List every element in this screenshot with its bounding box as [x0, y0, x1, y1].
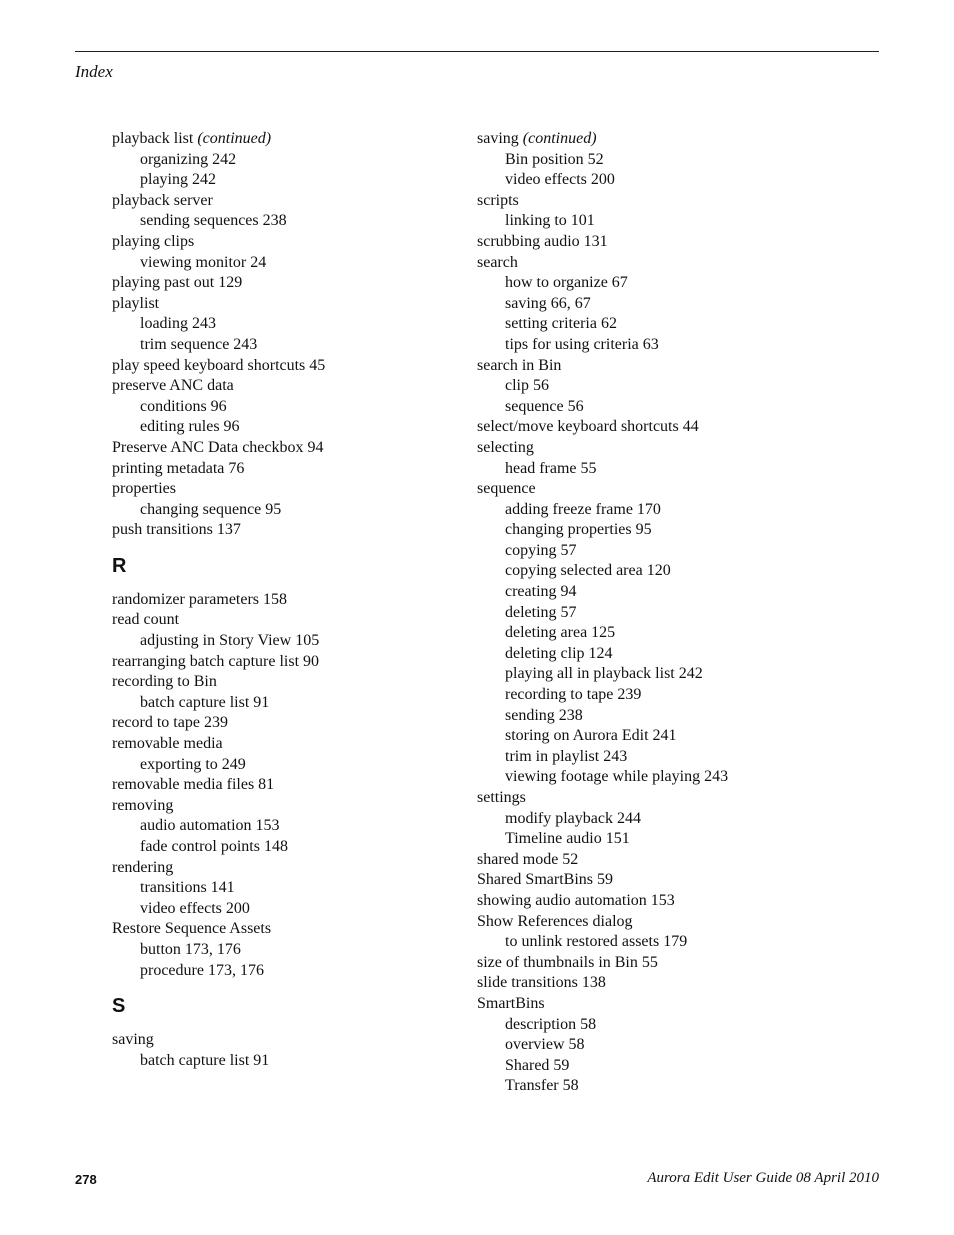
index-entry: playing past out 129 — [112, 274, 243, 292]
index-entry: selecting — [477, 438, 534, 456]
index-subentry: to unlink restored assets 179 — [505, 933, 688, 951]
index-subentry: deleting clip 124 — [505, 644, 613, 662]
index-entry: push transitions 137 — [112, 521, 241, 539]
page-number: 278 — [75, 1172, 97, 1187]
index-entry: Preserve ANC Data checkbox 94 — [112, 438, 324, 456]
index-subentry: copying 57 — [505, 541, 577, 559]
index-entry: search — [477, 253, 518, 271]
index-subentry: trim in playlist 243 — [505, 747, 628, 765]
index-subentry: adjusting in Story View 105 — [140, 632, 320, 650]
index-heading-continued — [477, 129, 877, 150]
index-subentry: viewing footage while playing 243 — [505, 768, 729, 786]
index-entry: removable media — [112, 735, 223, 753]
index-subentry: Shared 59 — [505, 1056, 570, 1074]
index-entry: playback server — [112, 191, 213, 209]
index-column-right — [477, 129, 877, 1097]
index-entry: size of thumbnails in Bin 55 — [477, 953, 658, 971]
index-entry: playing clips — [112, 232, 195, 250]
index-subentry: deleting 57 — [505, 603, 577, 621]
index-heading-continued — [112, 129, 452, 150]
index-subentry: storing on Aurora Edit 241 — [505, 727, 677, 745]
index-entry: showing audio automation 153 — [477, 891, 675, 909]
index-subentry: head frame 55 — [505, 459, 597, 477]
index-column-left — [112, 129, 452, 1071]
index-subentry: procedure 173, 176 — [140, 961, 264, 979]
index-subentry: adding freeze frame 170 — [505, 500, 661, 518]
index-subentry: exporting to 249 — [140, 755, 246, 773]
index-entry: slide transitions 138 — [477, 974, 606, 992]
index-entry: properties — [112, 480, 176, 498]
index-entry: removing — [112, 796, 174, 814]
index-entry: scripts — [477, 191, 519, 209]
index-subentry: playing all in playback list 242 — [505, 665, 703, 683]
index-subentry: modify playback 244 — [505, 809, 641, 827]
index-subentry: button 173, 176 — [140, 940, 241, 958]
index-term: playback list — [112, 130, 194, 147]
index-subentry: overview 58 — [505, 1036, 585, 1054]
index-subentry: organizing 242 — [140, 150, 237, 168]
index-subentry: linking to 101 — [505, 212, 595, 230]
index-subentry: Transfer 58 — [505, 1077, 579, 1095]
index-term: saving — [477, 130, 519, 147]
index-subentry: trim sequence 243 — [140, 335, 258, 353]
index-entry: rearranging batch capture list 90 — [112, 652, 320, 670]
index-subentry: sending 238 — [505, 706, 583, 724]
index-entry: SmartBins — [477, 994, 545, 1012]
index-entry: recording to Bin — [112, 673, 217, 691]
index-subentry: batch capture list 91 — [140, 693, 270, 711]
index-entry: select/move keyboard shortcuts 44 — [477, 418, 699, 436]
index-entry: settings — [477, 789, 526, 806]
index-entry: rendering — [112, 858, 174, 876]
index-subentry: loading 243 — [140, 315, 216, 333]
index-subentry: sending sequences 238 — [140, 212, 287, 230]
index-entry: scrubbing audio 131 — [477, 232, 608, 250]
index-entry: randomizer parameters 158 — [112, 590, 288, 608]
index-entry: record to tape 239 — [112, 714, 228, 732]
index-subentry: video effects 200 — [140, 899, 250, 917]
index-subentry: changing properties 95 — [505, 521, 652, 539]
index-entry: Shared SmartBins 59 — [477, 871, 613, 889]
index-entry: printing metadata 76 — [112, 459, 245, 477]
index-entry: search in Bin — [477, 356, 562, 374]
index-group-r — [112, 590, 452, 981]
index-subentry: fade control points 148 — [140, 838, 288, 855]
index-entry: Show References dialog — [477, 912, 633, 930]
document-title: Aurora Edit User Guide 08 April 2010 — [647, 1170, 879, 1186]
header-rule — [75, 51, 879, 52]
index-entry: shared mode 52 — [477, 850, 579, 868]
index-subentry: how to organize 67 — [505, 274, 628, 292]
index-subentry: editing rules 96 — [140, 418, 240, 436]
index-subentry: changing sequence 95 — [140, 500, 282, 518]
index-subentry: description 58 — [505, 1015, 597, 1033]
section-letter-r: R — [112, 554, 127, 577]
index-group-p — [112, 150, 452, 541]
index-subentry: tips for using criteria 63 — [505, 335, 659, 353]
index-entry: Restore Sequence Assets — [112, 920, 272, 938]
index-subentry: saving 66, 67 — [505, 294, 591, 312]
index-group-s — [112, 1030, 452, 1071]
index-subentry: viewing monitor 24 — [140, 253, 267, 271]
index-group-s-continued — [477, 150, 877, 1097]
index-subentry: audio automation 153 — [140, 817, 280, 835]
index-subentry: conditions 96 — [140, 397, 227, 415]
section-letter-s: S — [112, 995, 126, 1018]
index-subentry: video effects 200 — [505, 171, 615, 189]
index-subentry: deleting area 125 — [505, 624, 616, 642]
index-entry: read count — [112, 611, 180, 629]
index-subentry: recording to tape 239 — [505, 686, 642, 704]
continued-note: (continued) — [522, 130, 597, 147]
index-subentry: Bin position 52 — [505, 150, 604, 168]
index-subentry: clip 56 — [505, 377, 549, 395]
index-subentry: Timeline audio 151 — [505, 830, 630, 848]
index-subentry: batch capture list 91 — [140, 1051, 270, 1069]
index-entry: removable media files 81 — [112, 776, 275, 794]
index-subentry: creating 94 — [505, 583, 577, 601]
running-header: Index — [75, 62, 113, 81]
index-entry: playlist — [112, 294, 160, 312]
index-subentry: setting criteria 62 — [505, 315, 617, 333]
index-entry: sequence — [477, 480, 536, 498]
index-entry: preserve ANC data — [112, 377, 234, 395]
index-subentry: transitions 141 — [140, 879, 235, 897]
index-entry: saving — [112, 1031, 154, 1049]
index-subentry: copying selected area 120 — [505, 562, 671, 580]
index-subentry: playing 242 — [140, 171, 216, 189]
index-subentry: sequence 56 — [505, 397, 584, 415]
continued-note: (continued) — [197, 130, 272, 147]
index-entry: play speed keyboard shortcuts 45 — [112, 356, 326, 374]
